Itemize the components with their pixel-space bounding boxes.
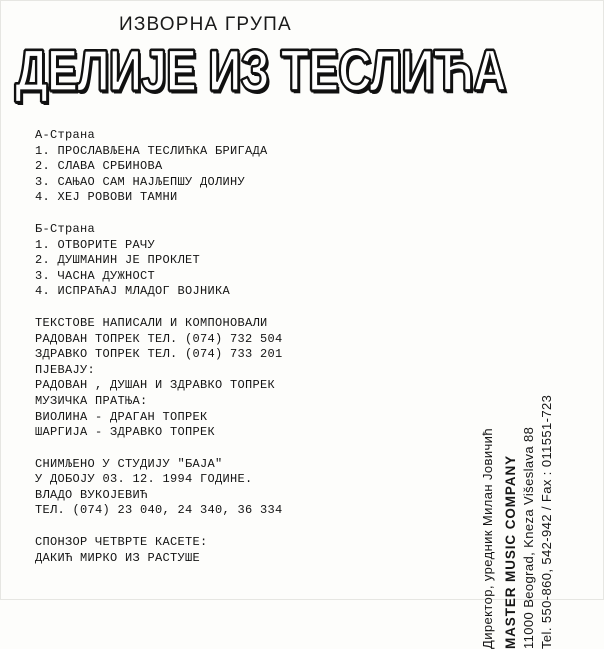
recording-line: ВЛАДО ВУКОЈЕВИЋ (35, 487, 148, 502)
recording-line: У ДОБОЈУ 03. 12. 1994 ГОДИНЕ. (35, 472, 253, 487)
recording-line: ТЕЛ. (074) 23 040, 24 340, 36 334 (35, 503, 283, 518)
side-b-track: 4. ИСПРАЋАЈ МЛАДОГ ВОЈНИКА (35, 284, 231, 299)
credits-line: РАДОВАН ТОПРЕК ТЕЛ. (074) 732 504 (35, 331, 283, 346)
group-label: ИЗВОРНА ГРУПА (119, 14, 292, 35)
sponsor-line: СПОНЗОР ЧЕТВРТЕ КАСЕТЕ: (35, 535, 208, 550)
side-a-track: 4. ХЕЈ РОВОВИ ТАМНИ (35, 190, 178, 205)
credits-line: ШАРГИЈА - ЗДРАВКО ТОПРЕК (35, 425, 216, 440)
recording-line: СНИМЉЕНО У СТУДИЈУ "БАЈА" (35, 456, 223, 471)
credits-line: РАДОВАН , ДУШАН И ЗДРАВКО ТОПРЕК (35, 378, 276, 393)
publisher-director: Директор, уредник Милан Јовичић (480, 428, 495, 649)
side-b-track: 3. ЧАСНА ДУЖНОСТ (35, 268, 156, 283)
publisher-company: MASTER MUSIC COMPANY (503, 454, 518, 649)
side-a-track: 3. САЊАО САМ НАЈЉЕПШУ ДОЛИНУ (35, 174, 246, 189)
credits-line: МУЗИЧКА ПРАТЊА: (35, 393, 148, 408)
credits-line: ПЈЕВАЈУ: (35, 362, 96, 377)
side-b-track: 1. ОТВОРИТЕ РАЧУ (35, 237, 156, 252)
credits-line: ТЕКСТОВЕ НАПИСАЛИ И КОМПОНОВАЛИ (35, 315, 268, 330)
side-b-track: 2. ДУШМАНИН ЈЕ ПРОКЛЕТ (35, 253, 201, 268)
band-title: ДЕЛИЈЕ ИЗ ТЕСЛИЋА (15, 37, 506, 104)
side-b-heading: Б-Страна (35, 221, 96, 236)
side-a-heading: А-Страна (35, 128, 96, 142)
credits-line: ЗДРАВКО ТОПРЕК ТЕЛ. (074) 733 201 (35, 347, 283, 362)
side-a-track: 2. СЛАВА СРБИНОВА (35, 159, 163, 174)
credits-line: ВИОЛИНА - ДРАГАН ТОПРЕК (35, 409, 208, 424)
liner-notes (35, 128, 283, 566)
side-a-track: 1. ПРОСЛАВЉЕНА ТЕСЛИЋКА БРИГАДА (35, 143, 268, 158)
publisher-address: 11000 Beograd, Kneza Višeslava 88 (521, 426, 536, 649)
sponsor-line: ДАКИЋ МИРКО ИЗ РАСТУШЕ (35, 550, 201, 565)
publisher-phones: Tel. 550-860, 542-942 / Fax : 011551-723 (539, 394, 554, 649)
